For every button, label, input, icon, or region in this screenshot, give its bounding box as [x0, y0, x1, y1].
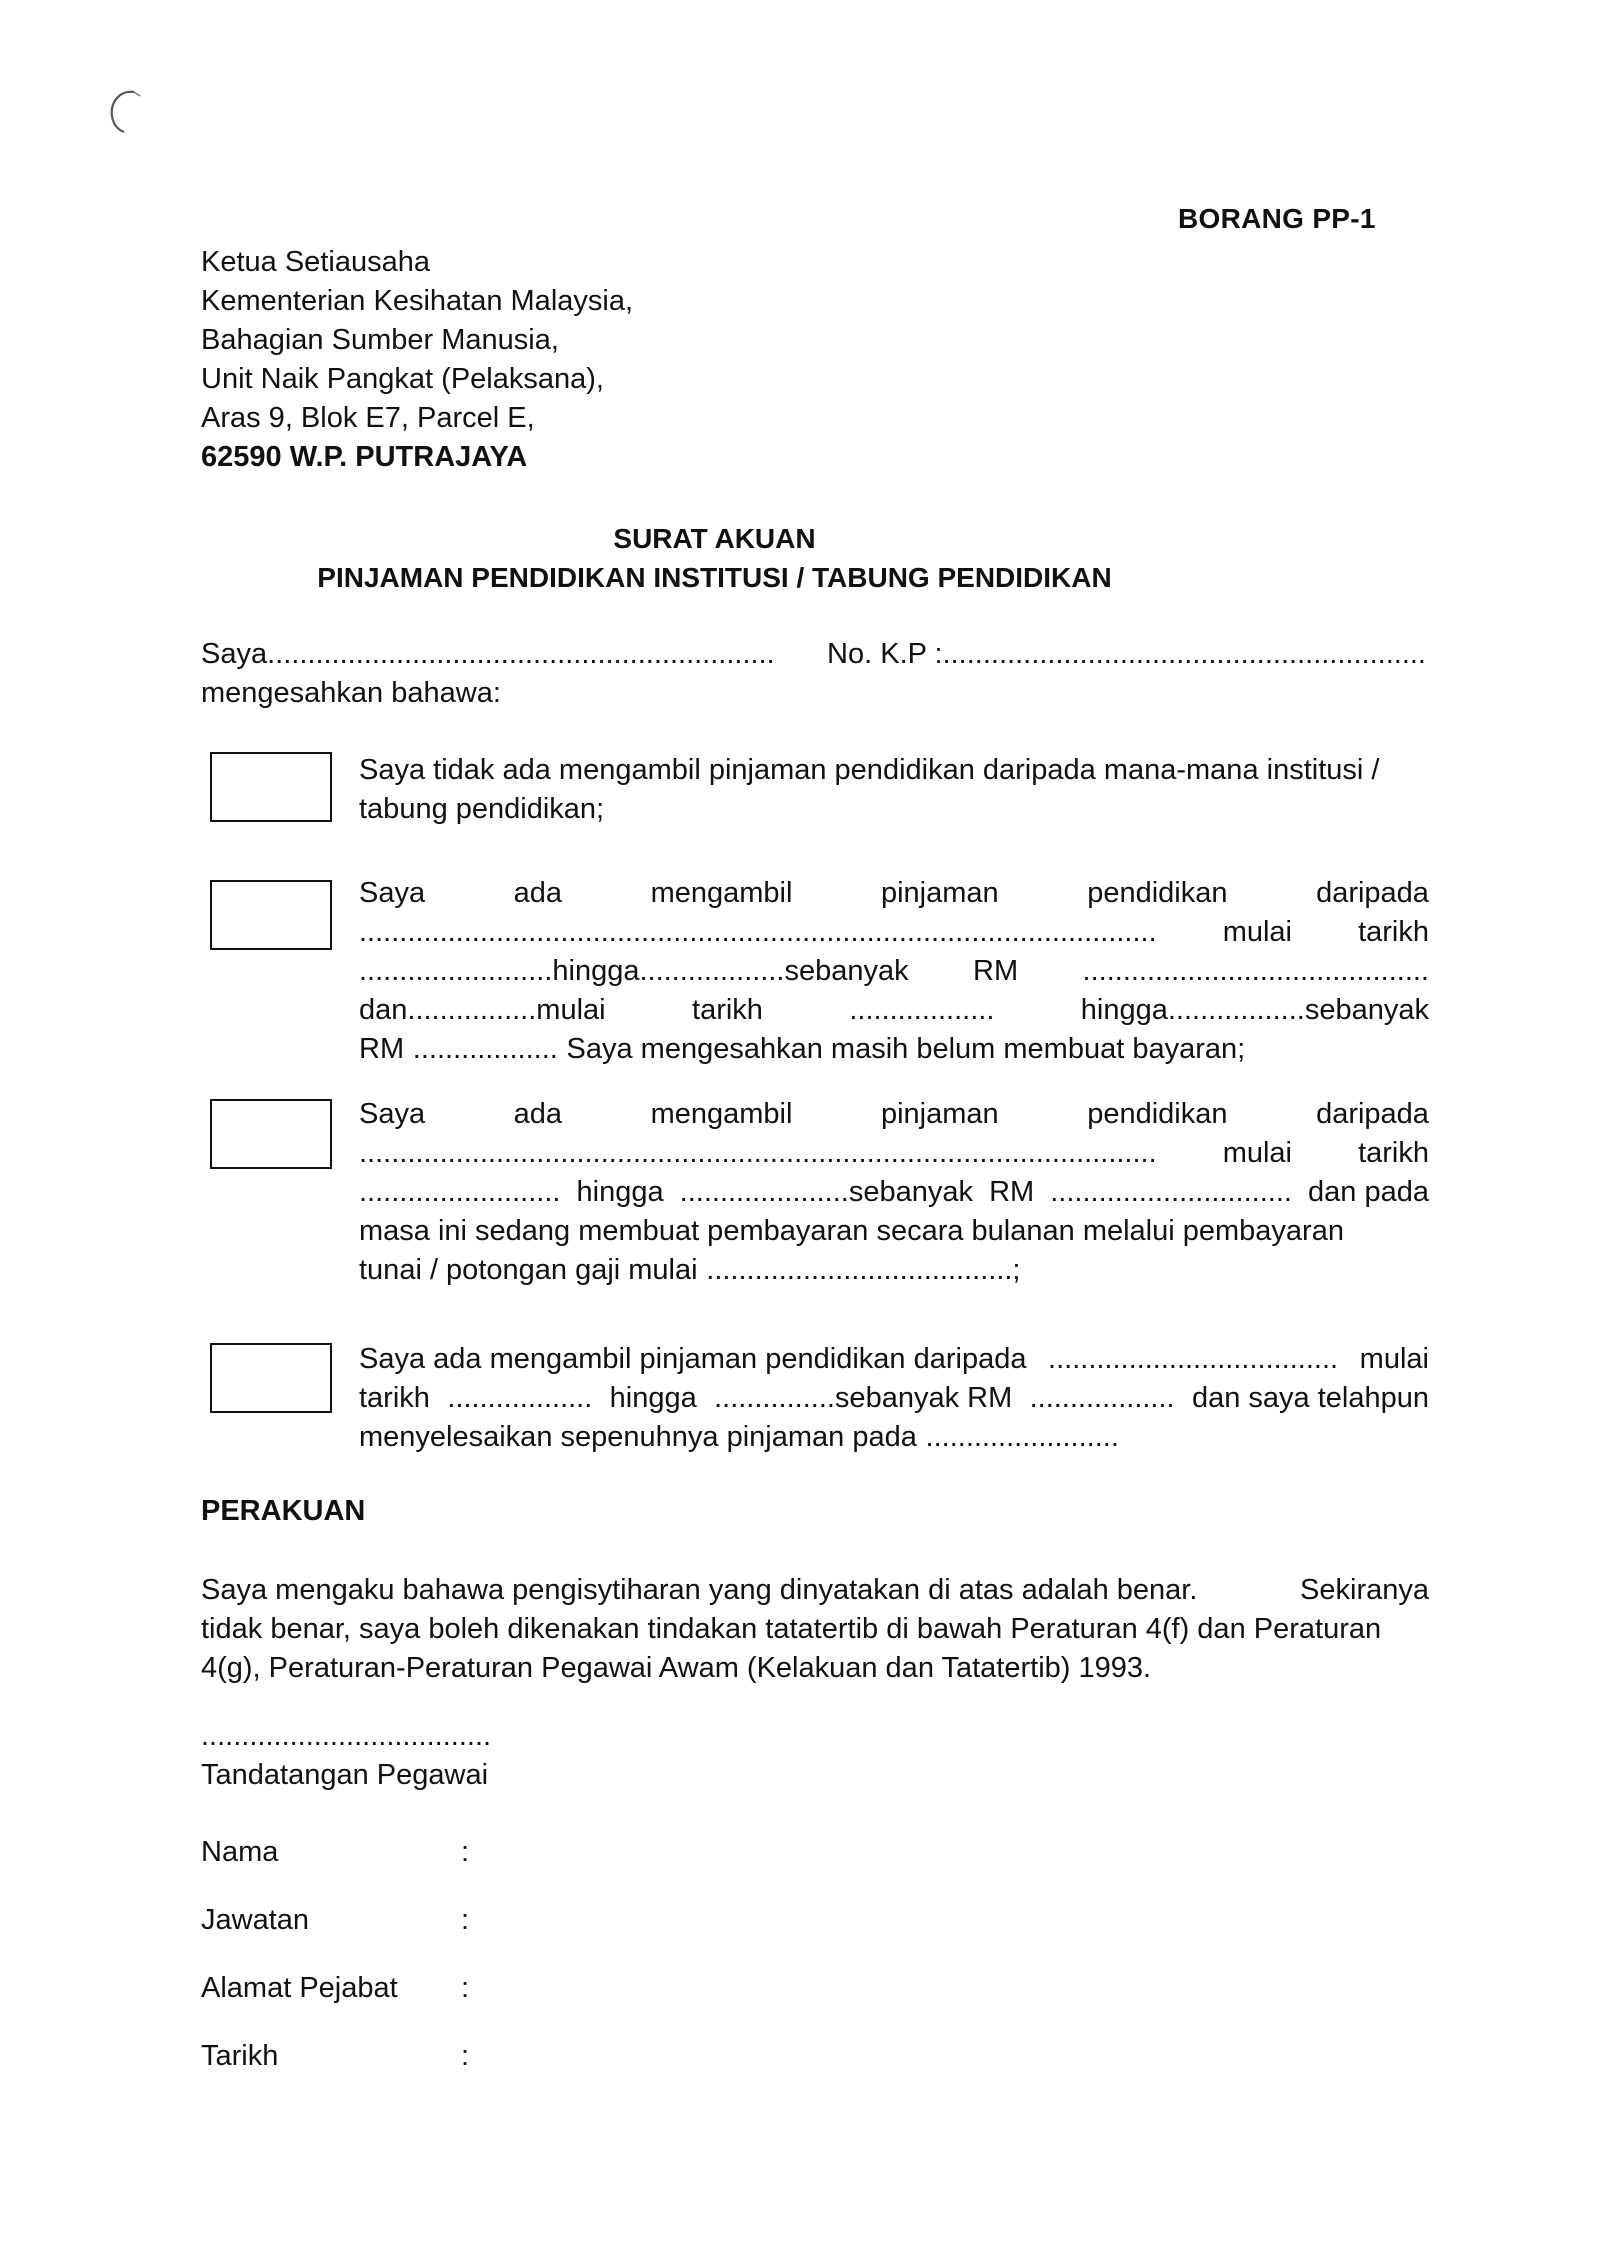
word: ada [513, 877, 563, 909]
word: mulai [1359, 1343, 1429, 1375]
word: pendidikan [1087, 1098, 1228, 1130]
fill-blank[interactable]: .................. [412, 1033, 558, 1065]
signature-line[interactable]: .................................... [201, 1720, 492, 1752]
option-text [359, 874, 1429, 1069]
statement-text: Sekiranya [1300, 1574, 1429, 1606]
word: dan saya telahpun [1191, 1382, 1429, 1414]
name-field[interactable]: Saya............................................................... [201, 638, 775, 670]
field-colon: : [461, 1972, 470, 2004]
word: tarikh [692, 994, 763, 1026]
word: RM [989, 1176, 1035, 1208]
fill-blank[interactable]: .....................sebanyak [679, 1176, 973, 1208]
option-line: tabung pendidikan; [359, 793, 605, 825]
word: mulai [1222, 1137, 1293, 1169]
address-line: Ketua Setiausaha [201, 246, 430, 278]
fill-blank[interactable]: .............................. [1050, 1176, 1292, 1208]
fill-blank[interactable]: ................................................................................................... [359, 916, 1157, 948]
word: Saya ada mengambil pinjaman pendidikan daripada [359, 1343, 1027, 1375]
word: masa ini sedang membuat pembayaran secara bulanan melalui pembayaran [359, 1215, 1344, 1247]
fill-blank[interactable]: ........................hingga..................sebanyak [359, 955, 909, 987]
field-colon: : [461, 2040, 470, 2072]
title-line-1: SURAT AKUAN [613, 523, 816, 554]
word: mengambil [650, 877, 793, 909]
title-line-2: PINJAMAN PENDIDIKAN INSTITUSI / TABUNG PENDIDIKAN [317, 562, 1112, 593]
address-line: Kementerian Kesihatan Malaysia, [201, 285, 634, 317]
fill-blank[interactable]: ......................................; [706, 1254, 1021, 1286]
word: Saya [359, 877, 426, 909]
ic-number-field[interactable]: No. K.P :............................................................ [827, 638, 1426, 670]
fill-blank[interactable]: ........................................... [1082, 955, 1429, 987]
perakuan-statement [201, 1571, 1429, 1688]
option-checkbox[interactable] [210, 880, 332, 950]
confirm-text: mengesahkan bahawa: [201, 677, 501, 709]
word: tarikh [1358, 916, 1429, 948]
address-line: Unit Naik Pangkat (Pelaksana), [201, 363, 604, 395]
word: tarikh [359, 1382, 430, 1414]
field-label: Alamat Pejabat [201, 1972, 398, 2004]
word: pinjaman [880, 877, 999, 909]
fill-blank[interactable]: .................. [849, 994, 995, 1026]
word: daripada [1316, 877, 1429, 909]
fill-blank[interactable]: ...............sebanyak RM [714, 1382, 1013, 1414]
fill-blank[interactable]: .................................... [1048, 1343, 1339, 1375]
fill-blank[interactable]: dan................mulai [359, 994, 606, 1026]
declarant-block [201, 635, 1426, 713]
field-colon: : [461, 1836, 470, 1868]
signature-block [201, 1717, 491, 1795]
punch-hole-mark [104, 86, 144, 136]
word: hingga [609, 1382, 697, 1414]
option-checkbox[interactable] [210, 1099, 332, 1169]
document-title [201, 519, 1228, 597]
word: daripada [1316, 1098, 1429, 1130]
fill-blank[interactable]: ......................... [359, 1176, 561, 1208]
address-postcode: 62590 W.P. PUTRAJAYA [201, 441, 528, 473]
option-checkbox[interactable] [210, 1343, 332, 1413]
field-colon: : [461, 1904, 470, 1936]
option-text [359, 751, 1429, 829]
option-text [359, 1095, 1429, 1290]
fill-blank[interactable]: .................. [447, 1382, 593, 1414]
option-checkbox[interactable] [210, 752, 332, 822]
field-label: Nama [201, 1836, 279, 1868]
word: menyelesaikan sepenuhnya pinjaman pada [359, 1421, 917, 1453]
signature-caption: Tandatangan Pegawai [201, 1759, 489, 1791]
word: Saya mengesahkan masih belum membuat bayaran; [566, 1033, 1246, 1065]
perakuan-heading: PERAKUAN [201, 1495, 366, 1527]
word: tarikh [1358, 1137, 1429, 1169]
fill-blank[interactable]: ................................................................................................... [359, 1137, 1157, 1169]
statement-text: tidak benar, saya boleh dikenakan tindakan tatatertib di bawah Peraturan 4(f) dan Peraturan [201, 1613, 1382, 1645]
fill-blank[interactable]: hingga.................sebanyak [1080, 994, 1429, 1026]
field-label: Tarikh [201, 2040, 279, 2072]
recipient-address [201, 243, 633, 477]
field-label: Jawatan [201, 1904, 310, 1936]
address-line: Bahagian Sumber Manusia, [201, 324, 559, 356]
word: ada [513, 1098, 563, 1130]
fill-blank[interactable]: .................. [1029, 1382, 1175, 1414]
statement-text: 4(g), Peraturan-Peraturan Pegawai Awam (Kelakuan dan Tatatertib) 1993. [201, 1652, 1152, 1684]
option-text [359, 1340, 1429, 1457]
fill-blank[interactable]: ........................ [925, 1421, 1119, 1453]
word: RM [973, 955, 1019, 987]
word: tunai / potongan gaji mulai [359, 1254, 698, 1286]
word: Saya [359, 1098, 426, 1130]
word: RM [359, 1033, 405, 1065]
word: mulai [1222, 916, 1293, 948]
word: dan pada [1308, 1176, 1429, 1208]
form-code: BORANG PP-1 [1178, 203, 1376, 234]
word: pendidikan [1087, 877, 1228, 909]
word: mengambil [650, 1098, 793, 1130]
option-line: Saya tidak ada mengambil pinjaman pendidikan daripada mana-mana institusi / [359, 754, 1380, 786]
address-line: Aras 9, Blok E7, Parcel E, [201, 402, 535, 434]
word: pinjaman [880, 1098, 999, 1130]
statement-text: Saya mengaku bahawa pengisytiharan yang dinyatakan di atas adalah benar. [201, 1574, 1198, 1606]
word: hingga [576, 1176, 664, 1208]
